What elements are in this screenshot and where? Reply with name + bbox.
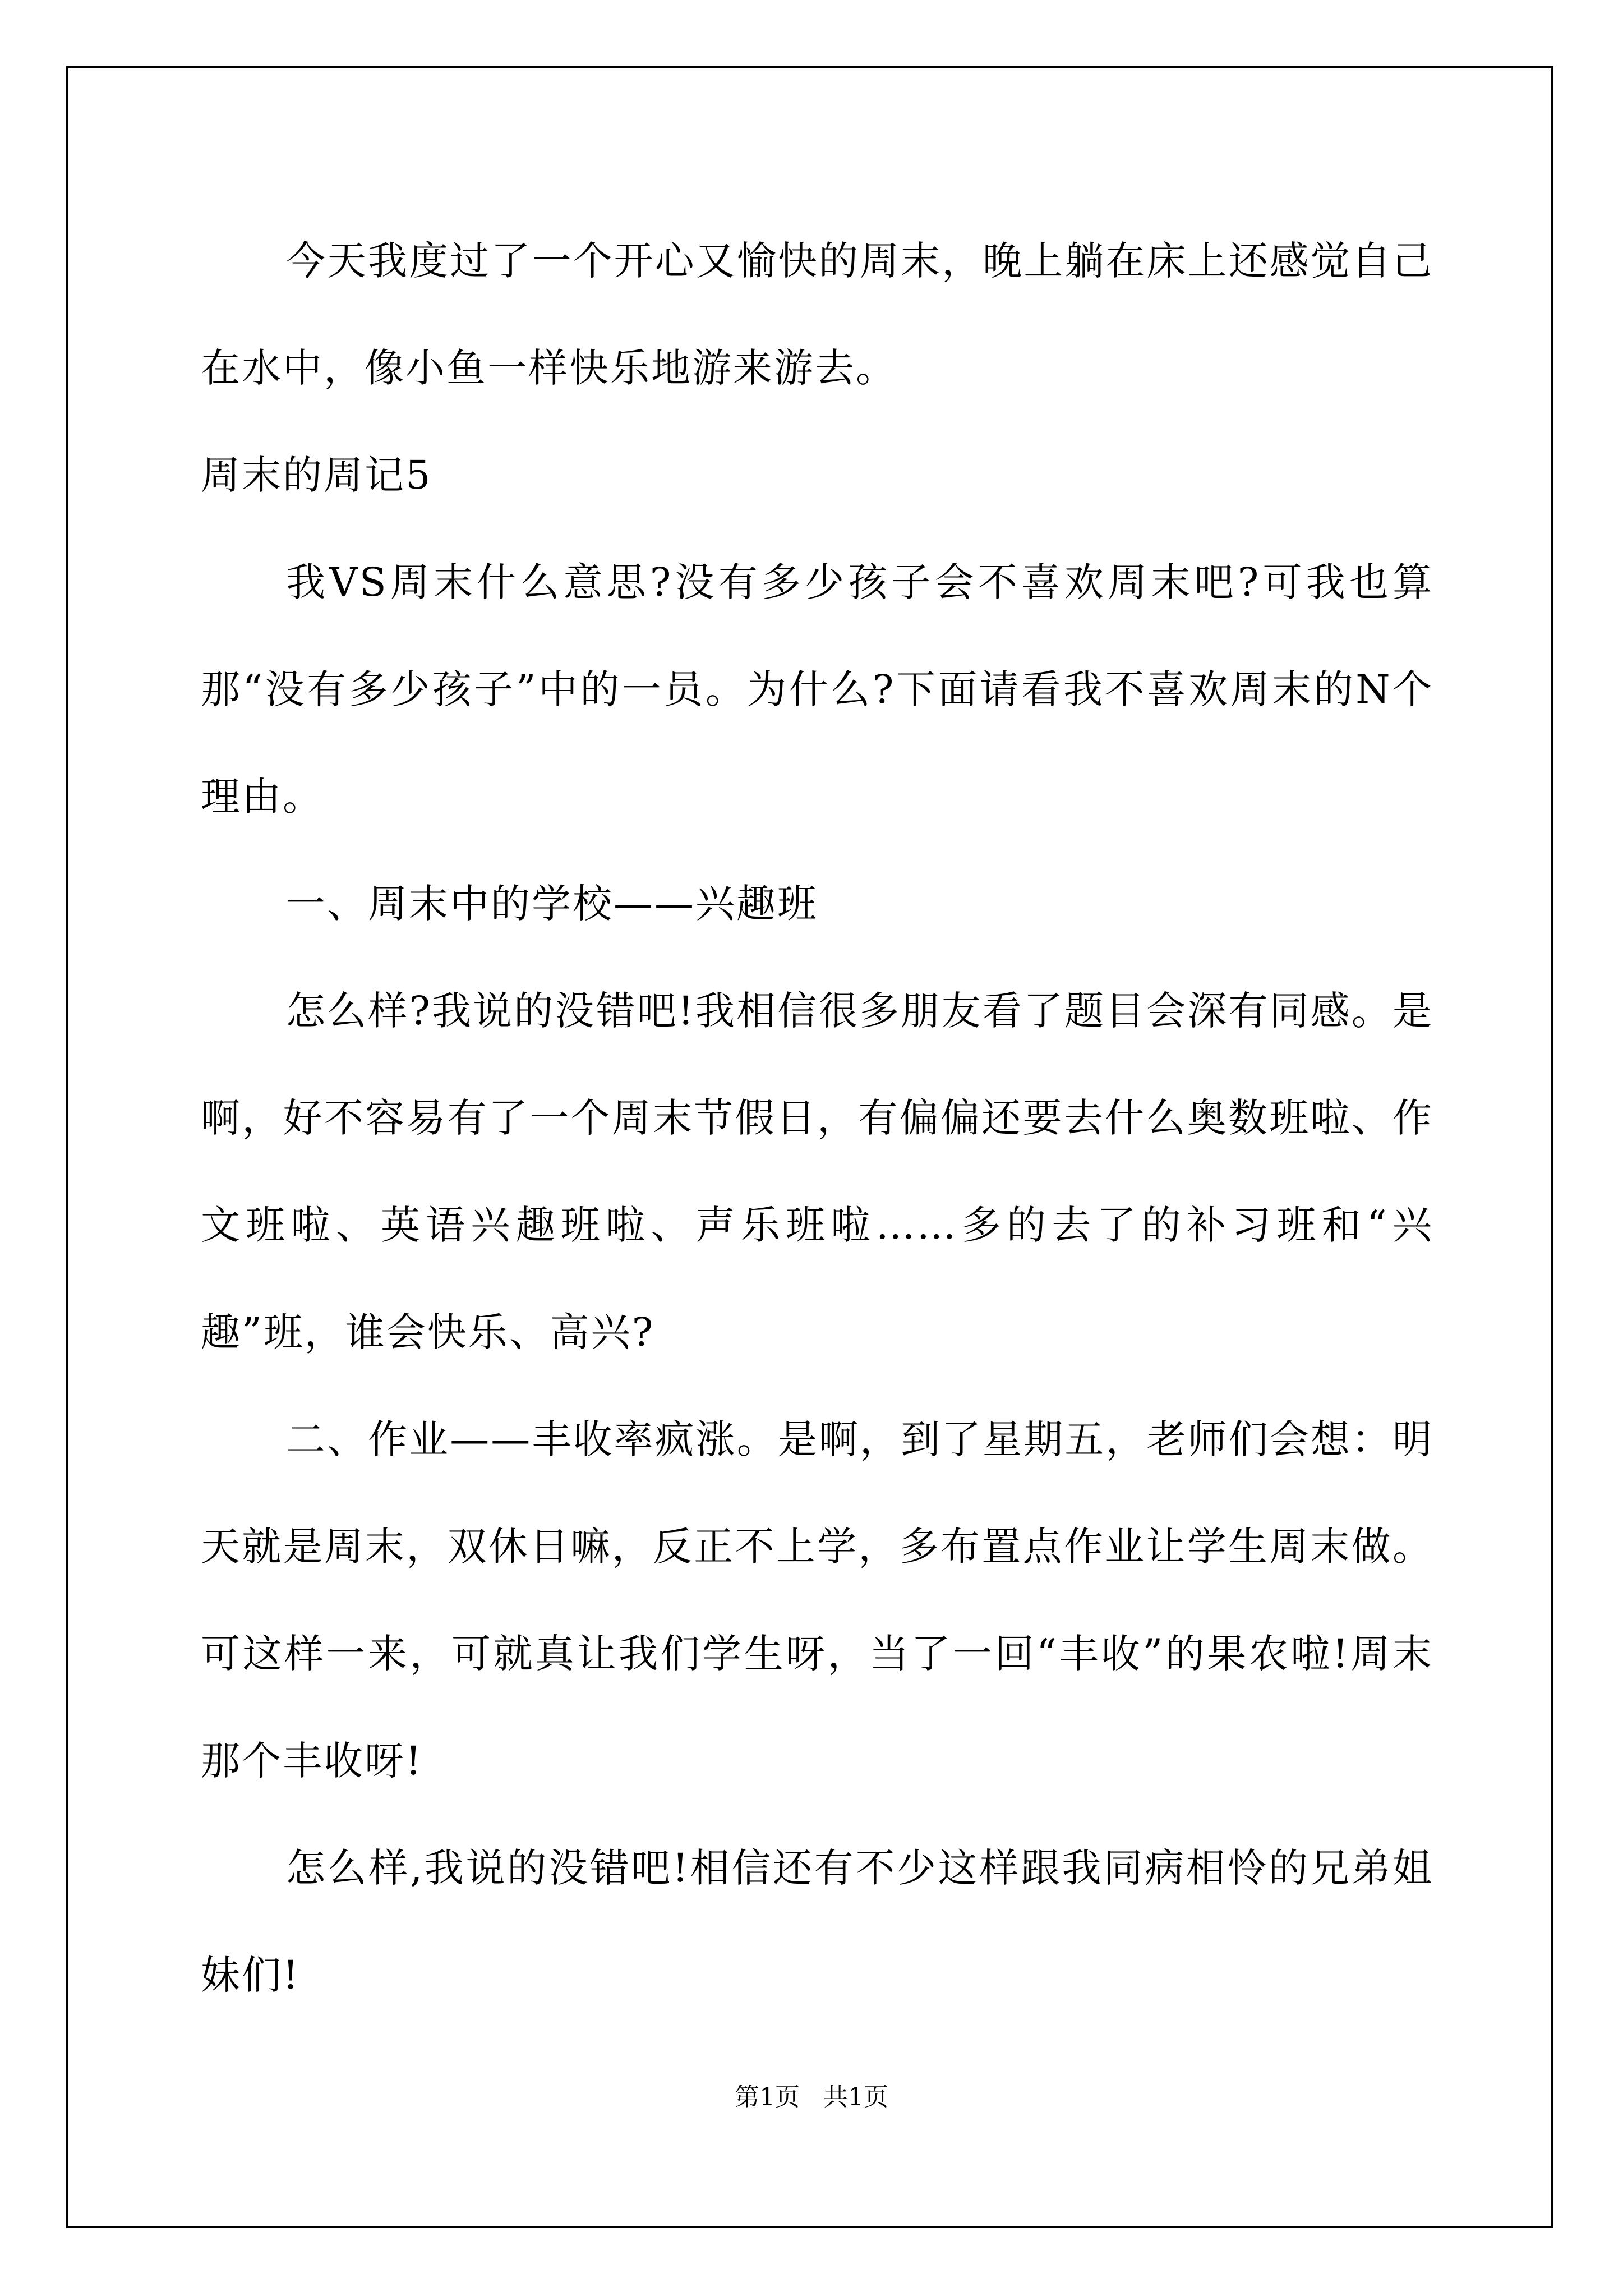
page-number-footer: 第1页 共1页	[735, 2083, 888, 2111]
paragraph-2: 我VS周末什么意思?没有多少孩子会不喜欢周末吧?可我也算那“没有多少孩子”中的一员。为什么?下面请看我不喜欢周末的N个理由。	[201, 559, 1433, 820]
paragraph-3: 怎么样?我说的没错吧!我相信很多朋友看了题目会深有同感。是啊，好不容易有了一个周末节假日，有偏偏还要去什么奥数班啦、作文班啦、英语兴趣班啦、声乐班啦……多的去了的补习班和“兴趣”班，谁会快乐、高兴?	[201, 988, 1433, 1355]
paragraph-5: 怎么样,我说的没错吧!相信还有不少这样跟我同病相怜的兄弟姐妹们!	[201, 1845, 1433, 1998]
paragraph-1: 今天我度过了一个开心又愉快的周末，晚上躺在床上还感觉自己在水中，像小鱼一样快乐地游来游去。	[201, 238, 1433, 391]
section-heading-1: 一、周末中的学校——兴趣班	[286, 881, 818, 927]
section-title: 周末的周记5	[201, 452, 432, 498]
paragraph-4: 二、作业——丰收率疯涨。是啊，到了星期五，老师们会想：明天就是周末，双休日嘛，反正不上学，多布置点作业让学生周末做。可这样一来，可就真让我们学生呀，当了一回“丰收”的果农啦!周末那个丰收呀!	[201, 1416, 1433, 1784]
document-body	[201, 208, 1433, 2029]
